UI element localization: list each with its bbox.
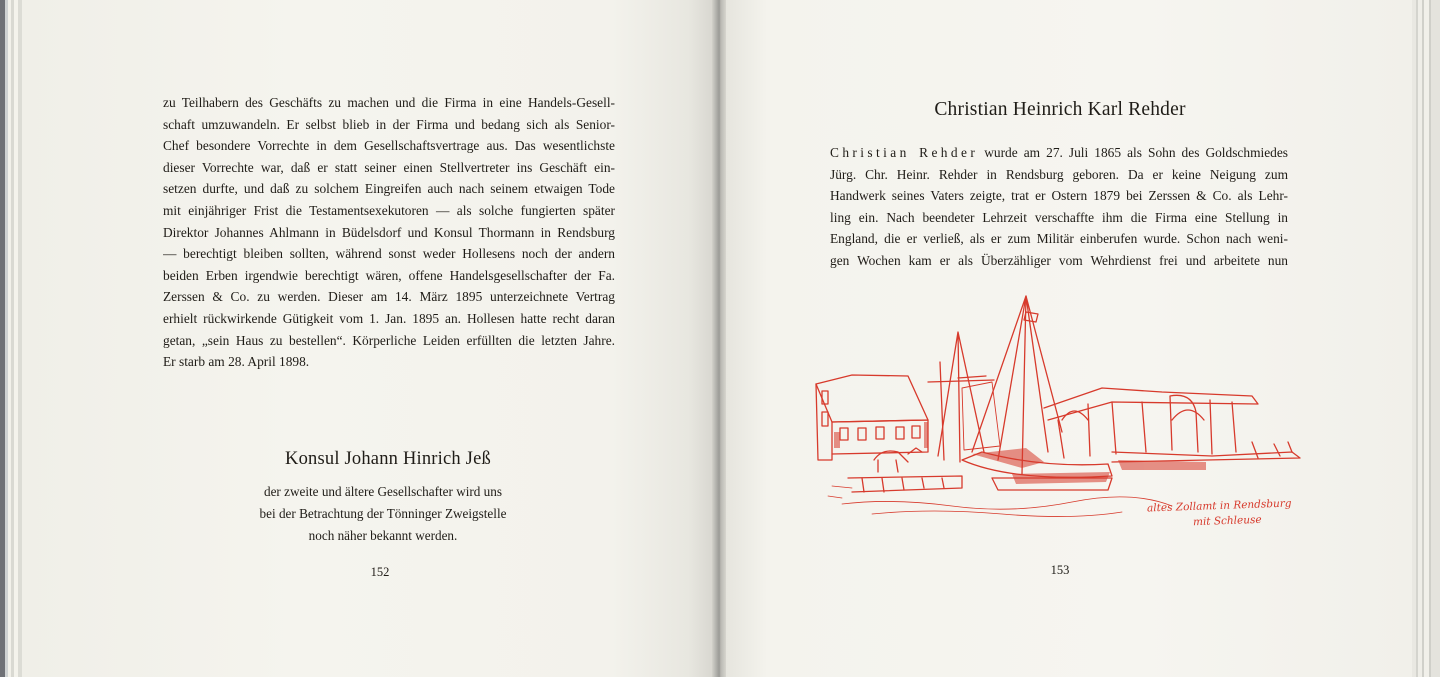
text-line: — berechtigt bleiben sollten, während sonst weder Hollesens noch der andern [163, 246, 615, 262]
text-line: Zerssen & Co. zu werden. Dieser am 14. März 1895 unterzeichnete Vertrag [163, 289, 615, 305]
page-title: Christian Heinrich Karl Rehder [934, 99, 1186, 120]
page-number-right: 153 [1050, 563, 1070, 577]
text-line: erhielt rückwirkende Gütigkeit vom 1. Jan. 1895 an. Hollesen hatte recht daran [163, 310, 615, 326]
text-line: zu Teilhabern des Geschäfts zu machen und die Firma in eine Handels-Gesell- [163, 95, 615, 110]
text-line: beiden Erben irgendwie berechtigt wären, offene Handelsgesellschafter der Fa. [163, 267, 615, 283]
text-line: der zweite und ältere Gesellschafter wird uns [263, 484, 502, 499]
text-line: schaft umzuwandeln. Er selbst blieb in der Firma und bedang sich als Senior- [163, 116, 615, 132]
text-line: Chef besondere Vorrechte in dem Gesellschaftsvertrage aus. Das wesentlichste [163, 138, 615, 154]
text-line: setzen durfte, und daß zu solchem Eingreifen auch nach seinem etwaigen Tode [163, 181, 615, 197]
text-line: Handwerk seines Vaters zeigte, trat er Ostern 1879 bei Zerssen & Co. als Lehr- [830, 188, 1288, 204]
text-line: England, die er verließ, als er zum Militär einberufen wurde. Schon nach weni- [830, 231, 1288, 247]
text-line: getan, „sein Haus zu bestellen“. Körperliche Leiden erfüllten die letzten Jahre. [163, 332, 615, 348]
section-heading: Konsul Johann Hinrich Jeß [285, 449, 491, 469]
text-line: Jürg. Chr. Heinr. Rehder in Rendsburg geboren. Da er keine Neigung zum [830, 166, 1288, 182]
text-line: bei der Betrachtung der Tönninger Zweigstelle [259, 505, 507, 521]
right-page-body [830, 142, 1288, 272]
text-line: dieser Vorrechte war, daß er statt seiner einen Stellvertreter ins Geschäft ein- [163, 159, 615, 175]
section-subtext [230, 481, 536, 546]
first-line-rest: wurde am 27. Juli 1865 als Sohn des Goldschmiedes [978, 145, 1288, 160]
page-number-left: 152 [370, 565, 390, 579]
text-line: gen Wochen kam er als Überzähliger vom Wehrdienst frei und arbeitete nun [830, 252, 1288, 268]
text-line: ling ein. Nach beendeter Lehrzeit verschaffte ihm die Firma eine Stellung in [830, 209, 1288, 225]
harbor-illustration [812, 292, 1306, 524]
illustration-caption-line2: mit Schleuse [1192, 513, 1262, 529]
text-line: mit einjähriger Frist die Testamentsexekutoren — als solche fungierten später [163, 202, 615, 218]
text-line: noch näher bekannt werden. [308, 527, 458, 543]
spaced-name: Christian Rehder [830, 145, 979, 160]
page-edges-right [1412, 0, 1440, 677]
text-line: Direktor Johannes Ahlmann in Büdelsdorf und Konsul Thormann in Rendsburg [163, 224, 615, 240]
left-page-body [163, 92, 615, 373]
text-line: Er starb am 28. April 1898. [163, 354, 310, 370]
illustration-caption: altes Zollamt in Rendsburg [1146, 497, 1292, 515]
text-line [830, 142, 1288, 164]
